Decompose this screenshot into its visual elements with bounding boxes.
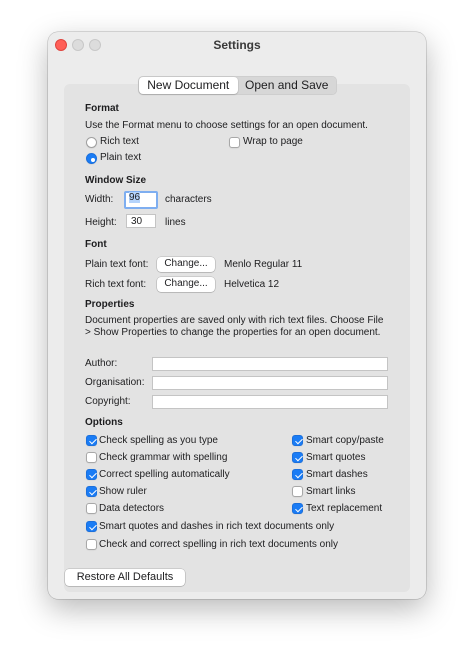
wrap-to-page-checkbox[interactable] [229, 137, 240, 148]
copyright-label: Copyright: [85, 396, 131, 407]
width-label: Width: [85, 194, 114, 205]
properties-description: Document properties are saved only with rich text files. Choose File > Show Properties to change the properties for an open document. [85, 315, 384, 338]
smart-copy-paste-label: Smart copy/paste [306, 435, 384, 446]
rich-font-value: Helvetica 12 [224, 279, 280, 290]
smart-dashes-label: Smart dashes [306, 469, 368, 480]
plain-text-radio[interactable] [86, 153, 97, 164]
organisation-label: Organisation: [85, 377, 145, 388]
tab-open-and-save[interactable]: Open and Save [245, 78, 329, 92]
window-size-heading: Window Size [85, 175, 147, 186]
format-heading: Format [85, 103, 119, 114]
author-label: Author: [85, 358, 118, 369]
text-replacement-label: Text replacement [306, 503, 383, 514]
change-plain-font-button[interactable]: Change... [157, 257, 215, 272]
restore-all-defaults-button[interactable]: Restore All Defaults [65, 569, 185, 586]
smart-copy-paste-checkbox[interactable] [292, 435, 303, 446]
rich-text-smart-quotes-checkbox[interactable] [86, 521, 97, 532]
width-input[interactable] [124, 191, 158, 209]
rich-text-spelling-label: Check and correct spelling in rich text documents only [99, 539, 339, 550]
wrap-to-page-label: Wrap to page [243, 136, 303, 147]
tab-new-document[interactable]: New Document [139, 77, 238, 94]
organisation-input[interactable] [152, 376, 388, 390]
font-heading: Font [85, 239, 107, 250]
data-detectors-checkbox[interactable] [86, 503, 97, 514]
check-grammar-label: Check grammar with spelling [99, 452, 228, 463]
change-rich-font-button[interactable]: Change... [157, 277, 215, 292]
smart-quotes-checkbox[interactable] [292, 452, 303, 463]
format-description: Use the Format menu to choose settings for an open document. [85, 120, 368, 131]
plain-font-label: Plain text font: [85, 259, 149, 270]
copyright-input[interactable] [152, 395, 388, 409]
height-unit: lines [165, 217, 186, 228]
smart-quotes-label: Smart quotes [306, 452, 366, 463]
options-heading: Options [85, 417, 123, 428]
rich-font-label: Rich text font: [85, 279, 147, 290]
tab-bar [138, 76, 337, 95]
check-spelling-checkbox[interactable] [86, 435, 97, 446]
height-input[interactable]: 30 [126, 214, 156, 228]
author-input[interactable] [152, 357, 388, 371]
check-grammar-checkbox[interactable] [86, 452, 97, 463]
show-ruler-checkbox[interactable] [86, 486, 97, 497]
plain-font-value: Menlo Regular 11 [224, 259, 303, 270]
plain-text-label: Plain text [100, 152, 142, 163]
correct-spelling-checkbox[interactable] [86, 469, 97, 480]
rich-text-smart-quotes-label: Smart quotes and dashes in rich text documents only [99, 521, 335, 532]
rich-text-label: Rich text [100, 136, 139, 147]
smart-dashes-checkbox[interactable] [292, 469, 303, 480]
show-ruler-label: Show ruler [99, 486, 147, 497]
check-spelling-label: Check spelling as you type [99, 435, 218, 446]
height-label: Height: [85, 217, 117, 228]
rich-text-radio[interactable] [86, 137, 97, 148]
text-replacement-checkbox[interactable] [292, 503, 303, 514]
data-detectors-label: Data detectors [99, 503, 165, 514]
correct-spelling-label: Correct spelling automatically [99, 469, 230, 480]
rich-text-spelling-checkbox[interactable] [86, 539, 97, 550]
settings-window [48, 32, 426, 599]
window-title: Settings [213, 38, 261, 52]
smart-links-label: Smart links [306, 486, 356, 497]
width-value: 96 [129, 192, 141, 203]
properties-heading: Properties [85, 299, 135, 310]
width-unit: characters [165, 194, 212, 205]
title-bar[interactable] [48, 32, 426, 58]
smart-links-checkbox[interactable] [292, 486, 303, 497]
